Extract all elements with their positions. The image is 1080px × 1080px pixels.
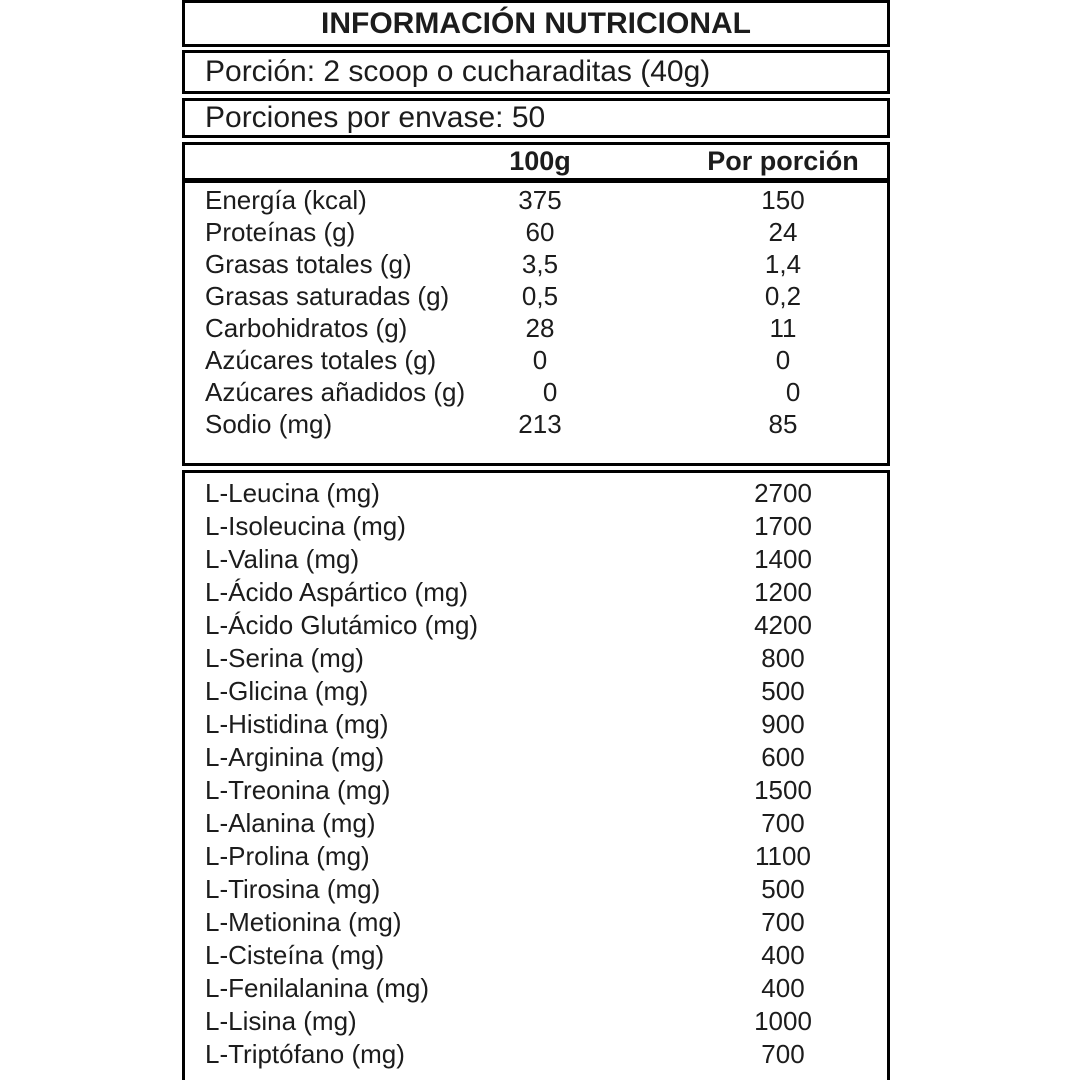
nutrient-per-100g-value: 0 <box>532 345 548 375</box>
nutrient-per-serving-value: 0,2 <box>764 281 802 311</box>
nutrient-per-serving-value: 85 <box>768 409 798 439</box>
amino-acid-row <box>185 510 887 543</box>
title-section <box>182 0 890 47</box>
nutrient-per-100g-value: 375 <box>518 185 562 215</box>
amino-acid-per-serving-value: 700 <box>761 907 805 937</box>
amino-acid-row <box>185 1005 887 1038</box>
amino-acid-per-serving-value: 500 <box>761 874 805 904</box>
column-header-per-serving: Por porción <box>707 146 859 176</box>
amino-acid-per-serving-value: 400 <box>761 940 805 970</box>
amino-acid-row <box>185 609 887 642</box>
row-spacer <box>625 248 698 280</box>
amino-acid-per-serving-value: 500 <box>761 676 805 706</box>
amino-acid-name: L-Metionina (mg) <box>205 907 402 937</box>
row-spacer <box>625 312 698 344</box>
amino-acid-per-serving-value: 1400 <box>754 544 812 574</box>
amino-acid-row <box>185 906 887 939</box>
nutrient-per-100g-value: 0 <box>542 377 558 407</box>
amino-acid-name: L-Leucina (mg) <box>205 478 380 508</box>
amino-acid-name: L-Isoleucina (mg) <box>205 511 406 541</box>
amino-acid-name: L-Valina (mg) <box>205 544 360 574</box>
amino-acid-row <box>185 972 887 1005</box>
amino-acid-per-serving-value: 700 <box>761 1039 805 1069</box>
nutrient-row <box>185 408 887 440</box>
amino-acid-row <box>185 675 887 708</box>
nutrient-per-100g-value: 0,5 <box>521 281 559 311</box>
nutrient-row <box>185 376 887 408</box>
nutrient-per-serving-value: 1,4 <box>764 249 802 279</box>
amino-acid-per-serving-value: 1200 <box>754 577 812 607</box>
amino-acid-row <box>185 477 887 510</box>
amino-acid-row <box>185 741 887 774</box>
amino-acid-row <box>185 1038 887 1071</box>
amino-acid-per-serving-value: 900 <box>761 709 805 739</box>
amino-acid-per-serving-value: 1500 <box>754 775 812 805</box>
row-spacer <box>625 408 698 440</box>
amino-acid-row <box>185 873 887 906</box>
nutrient-per-100g-value: 213 <box>518 409 562 439</box>
amino-acid-name: L-Histidina (mg) <box>205 709 389 739</box>
nutrient-name: Proteínas (g) <box>205 217 356 247</box>
amino-acid-name: L-Prolina (mg) <box>205 841 370 871</box>
amino-acid-name: L-Triptófano (mg) <box>205 1039 405 1069</box>
amino-acid-row <box>185 708 887 741</box>
amino-acid-name: L-Fenilalanina (mg) <box>205 973 429 1003</box>
nutrient-per-100g-value: 3,5 <box>521 249 559 279</box>
nutrient-name: Energía (kcal) <box>205 185 367 215</box>
amino-acids-section <box>182 470 890 1080</box>
row-spacer <box>625 280 698 312</box>
amino-acid-per-serving-value: 1100 <box>755 841 811 871</box>
serving-size-text: Porción: 2 scoop o cucharaditas (40g) <box>205 55 711 88</box>
serving-size-section <box>182 50 890 94</box>
nutrient-per-serving-value: 150 <box>761 185 805 215</box>
amino-acid-row <box>185 543 887 576</box>
nutrient-row <box>185 344 887 376</box>
nutrient-per-serving-value: 0 <box>775 345 791 375</box>
amino-acid-name: L-Lisina (mg) <box>205 1006 357 1036</box>
nutrient-per-serving-value: 24 <box>768 217 798 247</box>
amino-acid-per-serving-value: 1700 <box>754 511 812 541</box>
nutrient-name: Azúcares totales (g) <box>205 345 437 375</box>
servings-per-container-text: Porciones por envase: 50 <box>205 101 546 134</box>
row-spacer <box>625 344 698 376</box>
nutrient-name: Grasas saturadas (g) <box>205 281 450 311</box>
amino-acid-name: L-Arginina (mg) <box>205 742 385 772</box>
column-header-row <box>185 145 887 183</box>
amino-acid-per-serving-value: 600 <box>761 742 805 772</box>
amino-acid-per-serving-value: 2700 <box>754 478 812 508</box>
amino-acid-name: L-Cisteína (mg) <box>205 940 385 970</box>
nutrient-rows <box>185 183 887 440</box>
amino-acid-name: L-Ácido Glutámico (mg) <box>205 610 479 640</box>
amino-acid-name: L-Ácido Aspártico (mg) <box>205 577 468 607</box>
amino-acid-name: L-Alanina (mg) <box>205 808 376 838</box>
nutrition-label <box>182 0 890 1080</box>
amino-acid-per-serving-value: 800 <box>761 643 805 673</box>
nutrient-row <box>185 280 887 312</box>
nutrient-row <box>185 248 887 280</box>
amino-acid-name: L-Tirosina (mg) <box>205 874 381 904</box>
servings-per-container-section <box>182 98 890 138</box>
nutrients-section <box>182 142 890 466</box>
nutrient-name: Azúcares añadidos (g) <box>205 377 466 407</box>
row-spacer <box>625 184 698 216</box>
amino-acid-per-serving-value: 700 <box>761 808 805 838</box>
nutrient-per-100g-value: 28 <box>525 313 555 343</box>
nutrient-per-100g-value: 60 <box>525 217 555 247</box>
label-title: INFORMACIÓN NUTRICIONAL <box>321 6 751 40</box>
amino-acid-row <box>185 840 887 873</box>
amino-acid-name: L-Serina (mg) <box>205 643 364 673</box>
nutrient-name: Grasas totales (g) <box>205 249 412 279</box>
amino-acid-row <box>185 939 887 972</box>
nutrient-row <box>185 216 887 248</box>
amino-acid-name: L-Glicina (mg) <box>205 676 369 706</box>
nutrient-per-serving-value: 0 <box>785 377 801 407</box>
amino-acid-rows <box>185 477 887 1071</box>
nutrient-name: Sodio (mg) <box>205 409 333 439</box>
amino-acid-per-serving-value: 4200 <box>754 610 812 640</box>
amino-acid-row <box>185 774 887 807</box>
amino-acid-per-serving-value: 1000 <box>754 1006 812 1036</box>
nutrient-row <box>185 184 887 216</box>
amino-acid-per-serving-value: 400 <box>761 973 805 1003</box>
nutrient-row <box>185 312 887 344</box>
column-header-100g: 100g <box>509 146 571 176</box>
amino-acid-row <box>185 642 887 675</box>
row-spacer <box>625 216 698 248</box>
amino-acid-name: L-Treonina (mg) <box>205 775 391 805</box>
amino-acid-row <box>185 807 887 840</box>
nutrient-per-serving-value: 11 <box>769 313 797 343</box>
row-spacer <box>635 376 708 408</box>
amino-acid-row <box>185 576 887 609</box>
nutrient-name: Carbohidratos (g) <box>205 313 408 343</box>
